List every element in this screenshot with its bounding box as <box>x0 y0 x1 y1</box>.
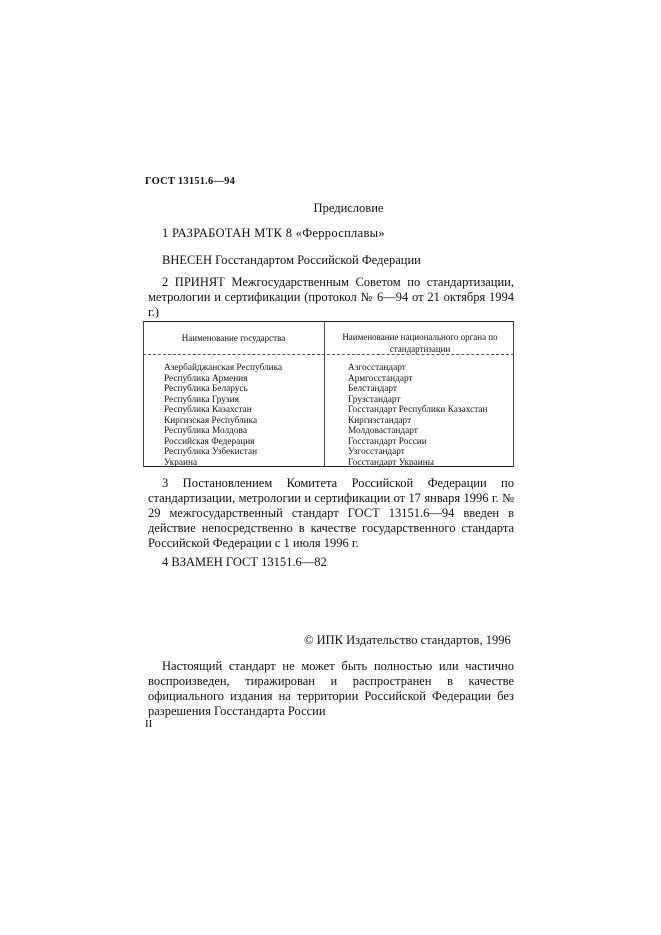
table-cell-state: Российская Федерация <box>164 436 255 447</box>
table-cell-body: Госстандарт России <box>348 436 427 447</box>
states-column <box>164 363 282 468</box>
section-developed: 1 РАЗРАБОТАН МТК 8 «Ферросплавы» <box>162 226 385 240</box>
table-cell-state: Республика Беларусь <box>164 384 248 394</box>
bodies-column <box>348 363 488 468</box>
section-replaces: 4 ВЗАМЕН ГОСТ 13151.6—82 <box>162 555 327 569</box>
copyright-notice: © ИПК Издательство стандартов, 1996 <box>304 633 511 647</box>
section-adopted: 2 ПРИНЯТ Межгосударственным Советом по стандартизации, метрологии и сертификации (протокол № 6—94 от 21 октября 1994 г.) <box>148 275 514 319</box>
table-cell-state: Украина <box>164 457 198 468</box>
section-decree: 3 Постановлением Комитета Российской Федерации по стандартизации, метрологии и сертификации от 17 января 1996 г. № 29 межгосударственный стандарт ГОСТ 13151.6—94 введен в действие непосредственно в качестве государственного стандарта Российской Федерации с 1 июля 1996 г. <box>148 476 514 550</box>
document-code: ГОСТ 13151.6—94 <box>145 176 236 187</box>
table-cell-state: Республика Армения <box>164 373 248 384</box>
table-cell-body: Армгосстандарт <box>348 373 413 384</box>
table-cell-state: Республика Казахстан <box>164 405 252 415</box>
page-title: Предисловие <box>313 201 384 215</box>
table-cell-state: Республика Грузия <box>164 394 239 405</box>
reproduction-notice: Настоящий стандарт не может быть полностью или частично воспроизведен, тиражирован и распространен в качестве официального издания на территории Российской Федерации без разрешения Госстандарта России <box>148 659 514 718</box>
table-cell-state: Киргизская Республика <box>164 415 258 426</box>
table-cell-state: Республика Узбекистан <box>164 447 258 457</box>
table-header-body: Наименование национального органа по стандартизации <box>342 332 498 354</box>
table-cell-body: Молдовастандарт <box>348 426 418 436</box>
table-cell-state: Азербайджанская Республика <box>164 363 283 373</box>
table-cell-body: Узгосстандарт <box>348 447 405 457</box>
section-introduced: ВНЕСЕН Госстандартом Российской Федерации <box>162 253 421 267</box>
table-column-divider <box>324 321 325 467</box>
table-cell-body: Грузстандарт <box>348 394 401 405</box>
table-top-border <box>143 321 514 322</box>
table-cell-body: Белстандарт <box>348 384 397 394</box>
table-cell-body: Киргизстандарт <box>348 415 412 426</box>
page-number: II <box>145 718 153 730</box>
table-cell-state: Республика Молдова <box>164 426 247 436</box>
table-header-state: Наименование государства <box>181 333 286 343</box>
table-cell-body: Госстандарт Украины <box>348 457 434 468</box>
standards-bodies-table <box>143 321 514 467</box>
table-cell-body: Госстандарт Республики Казахстан <box>348 405 488 415</box>
table-cell-body: Азгосстандарт <box>348 363 406 373</box>
